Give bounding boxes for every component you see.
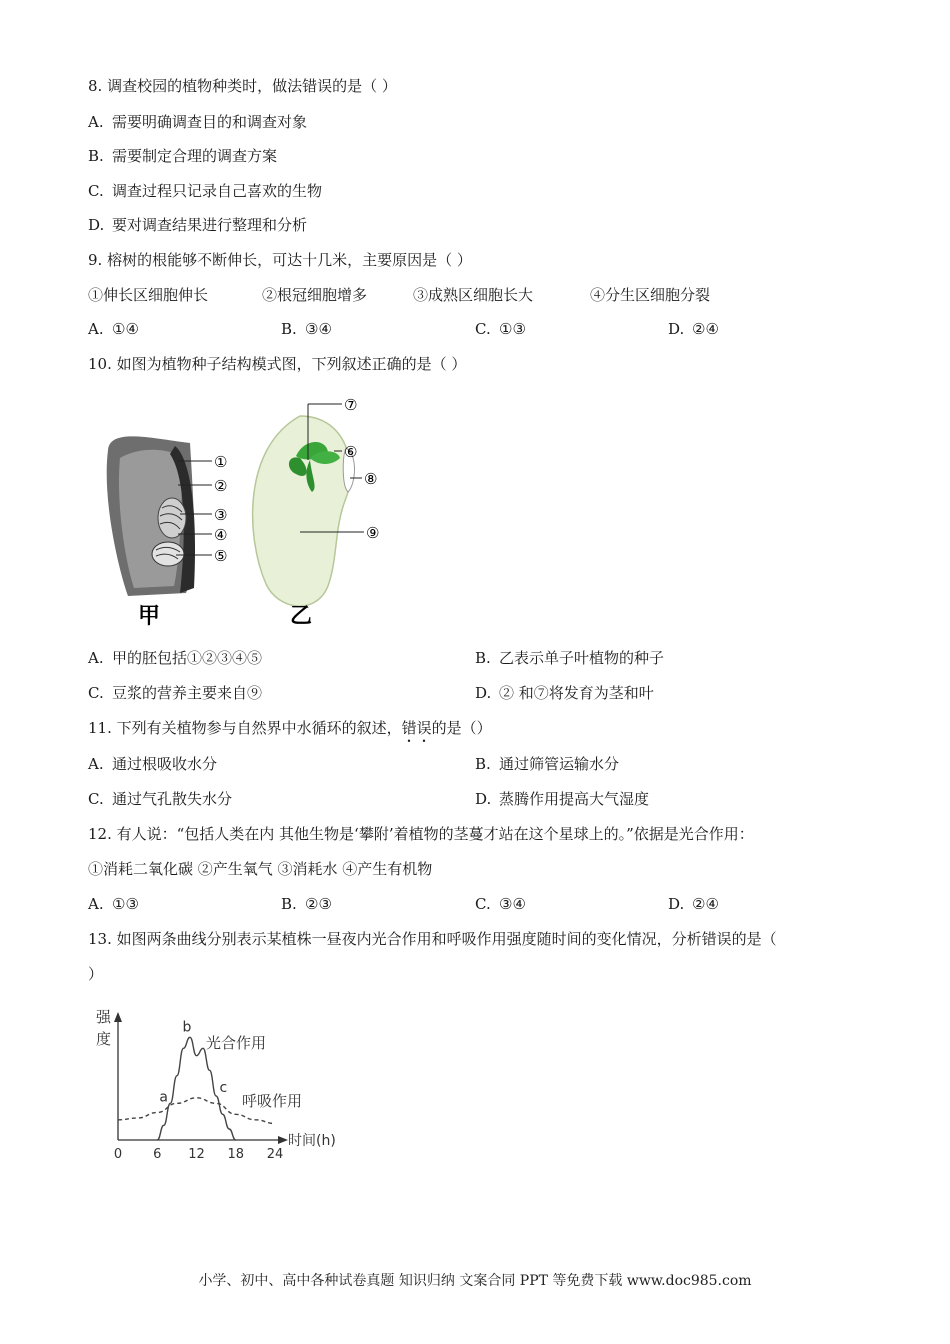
option-text: 需要明确调查目的和调查对象 <box>112 113 308 131</box>
series-label-photosynthesis: 光合作用 <box>206 1034 267 1052</box>
option-letter: D. <box>668 320 685 338</box>
marker-9: ⑨ <box>366 524 380 542</box>
q9-item-4: ④分生区细胞分裂 <box>590 286 711 304</box>
marker-2: ② <box>214 477 228 495</box>
marker-3: ③ <box>214 506 228 524</box>
q10-option-c <box>88 683 262 703</box>
bean-seed-diagram <box>253 396 380 606</box>
option-text: 蒸腾作用提高大气湿度 <box>499 790 650 808</box>
option-letter: D. <box>668 895 685 913</box>
marker-1: ① <box>214 453 228 471</box>
option-text: ①③ <box>499 320 526 338</box>
photosynthesis-respiration-chart <box>88 1000 358 1170</box>
q12-option-d <box>668 894 719 914</box>
point-label-a: a <box>159 1089 169 1106</box>
chart-series <box>118 1037 275 1140</box>
corn-seed-diagram <box>107 436 228 596</box>
q11-option-b <box>475 754 619 774</box>
q12-option-b <box>281 894 332 914</box>
option-text: 通过气孔散失水分 <box>112 790 233 808</box>
option-letter: B. <box>281 895 297 913</box>
q8-stem: 8. 调查校园的植物种类时，做法错误的是（ ） <box>88 77 397 95</box>
option-text: ①③ <box>112 895 139 913</box>
q11-option-c <box>88 789 232 809</box>
q10-option-a <box>88 648 262 668</box>
x-tick-label: 6 <box>153 1147 162 1162</box>
option-letter: A. <box>88 649 104 667</box>
option-letter: B. <box>475 755 491 773</box>
marker-6: ⑥ <box>344 443 358 461</box>
q13-stem-line2: ） <box>88 965 104 983</box>
chart-labels <box>96 1008 336 1149</box>
chart-ticks <box>114 1147 283 1162</box>
option-letter: D. <box>88 216 105 234</box>
q9-item-1: ①伸长区细胞伸长 <box>88 286 209 304</box>
option-text: ② 和⑦将发育为茎和叶 <box>499 684 654 702</box>
option-letter: A. <box>88 320 104 338</box>
y-axis-arrow <box>114 1012 122 1022</box>
q8-option-b <box>88 146 277 166</box>
x-axis-arrow <box>278 1136 288 1144</box>
q10-option-d <box>475 683 654 703</box>
option-text: 通过筛管运输水分 <box>499 755 620 773</box>
point-label-c: c <box>219 1080 228 1096</box>
option-text: 乙表示单子叶植物的种子 <box>499 649 665 667</box>
q10-option-b <box>475 648 664 668</box>
q12-items: ①消耗二氧化碳 ②产生氧气 ③消耗水 ④产生有机物 <box>88 860 433 878</box>
marker-5: ⑤ <box>214 547 228 565</box>
option-letter: A. <box>88 755 104 773</box>
q12-option-a <box>88 894 139 914</box>
option-text: 甲的胚包括①②③④⑤ <box>112 649 263 667</box>
q10-stem: 10. 如图为植物种子结构模式图，下列叙述正确的是（ ） <box>88 355 467 373</box>
chart-axes <box>114 1012 288 1144</box>
option-letter: C. <box>88 182 104 200</box>
marker-7: ⑦ <box>344 396 358 414</box>
option-letter: A. <box>88 113 104 131</box>
option-text: ②④ <box>692 895 719 913</box>
option-letter: D. <box>475 790 492 808</box>
q11-stem <box>88 718 492 746</box>
option-text: ①④ <box>112 320 139 338</box>
label-yi: 乙 <box>290 604 313 629</box>
page-footer: 小学、初中、高中各种试卷真题 知识归纳 文案合同 PPT 等免费下载 www.doc985.com <box>198 1273 752 1289</box>
q9-option-c <box>475 319 526 339</box>
q8-option-d <box>88 215 307 235</box>
q11-option-d <box>475 789 649 809</box>
option-text: ③④ <box>305 320 332 338</box>
option-text: 调查过程只记录自己喜欢的生物 <box>112 182 323 200</box>
series-label-respiration: 呼吸作用 <box>242 1092 303 1110</box>
y-label-top: 强 <box>96 1008 112 1026</box>
option-text: ②③ <box>305 895 332 913</box>
option-letter: D. <box>475 684 492 702</box>
option-letter: B. <box>475 649 491 667</box>
q9-stem: 9. 榕树的根能够不断伸长，可达十几米，主要原因是（ ） <box>88 251 472 269</box>
q11-option-a <box>88 754 217 774</box>
q9-item-2: ②根冠细胞增多 <box>262 286 368 304</box>
q11-stem-after: 的是（） <box>431 719 492 737</box>
option-text: 需要制定合理的调查方案 <box>112 147 278 165</box>
x-tick-label: 0 <box>113 1147 123 1162</box>
option-letter: C. <box>88 790 104 808</box>
option-letter: C. <box>475 895 491 913</box>
option-text: ③④ <box>499 895 526 913</box>
x-tick-label: 24 <box>266 1147 284 1162</box>
marker-8: ⑧ <box>364 470 378 488</box>
q11-stem-emphasis: 错误 <box>401 719 432 737</box>
option-text: 要对调查结果进行整理和分析 <box>112 216 308 234</box>
point-label-b: b <box>182 1019 192 1036</box>
option-text: 通过根吸收水分 <box>112 755 218 773</box>
q8-option-a <box>88 112 307 132</box>
option-text: ②④ <box>692 320 719 338</box>
x-tick-label: 12 <box>188 1147 205 1162</box>
option-letter: B. <box>88 147 104 165</box>
marker-4: ④ <box>214 526 228 544</box>
x-axis-label: 时间(h) <box>288 1133 336 1149</box>
q9-option-a <box>88 319 139 339</box>
x-tick-label: 18 <box>227 1147 245 1162</box>
q12-stem: 12. 有人说：“包括人类在内 其他生物是‘攀附’着植物的茎蔓才站在这个星球上的。”依据是光合作用： <box>88 825 754 843</box>
q9-option-b <box>281 319 332 339</box>
q12-option-c <box>475 894 526 914</box>
option-letter: C. <box>88 684 104 702</box>
q9-item-3: ③成熟区细胞长大 <box>413 286 534 304</box>
option-letter: A. <box>88 895 104 913</box>
option-text: 豆浆的营养主要来自⑨ <box>112 684 263 702</box>
q9-option-d <box>668 319 719 339</box>
y-label-bottom: 度 <box>96 1030 112 1048</box>
option-letter: B. <box>281 320 297 338</box>
option-letter: C. <box>475 320 491 338</box>
q11-stem-before: 11. 下列有关植物参与自然界中水循环的叙述， <box>88 719 402 737</box>
q13-stem-line1: 13. 如图两条曲线分别表示某植株一昼夜内光合作用和呼吸作用强度随时间的变化情况，分析错误的是（ <box>88 930 777 948</box>
label-jia: 甲 <box>138 604 161 629</box>
q8-option-c <box>88 181 322 201</box>
seed-structure-figure <box>90 388 410 633</box>
